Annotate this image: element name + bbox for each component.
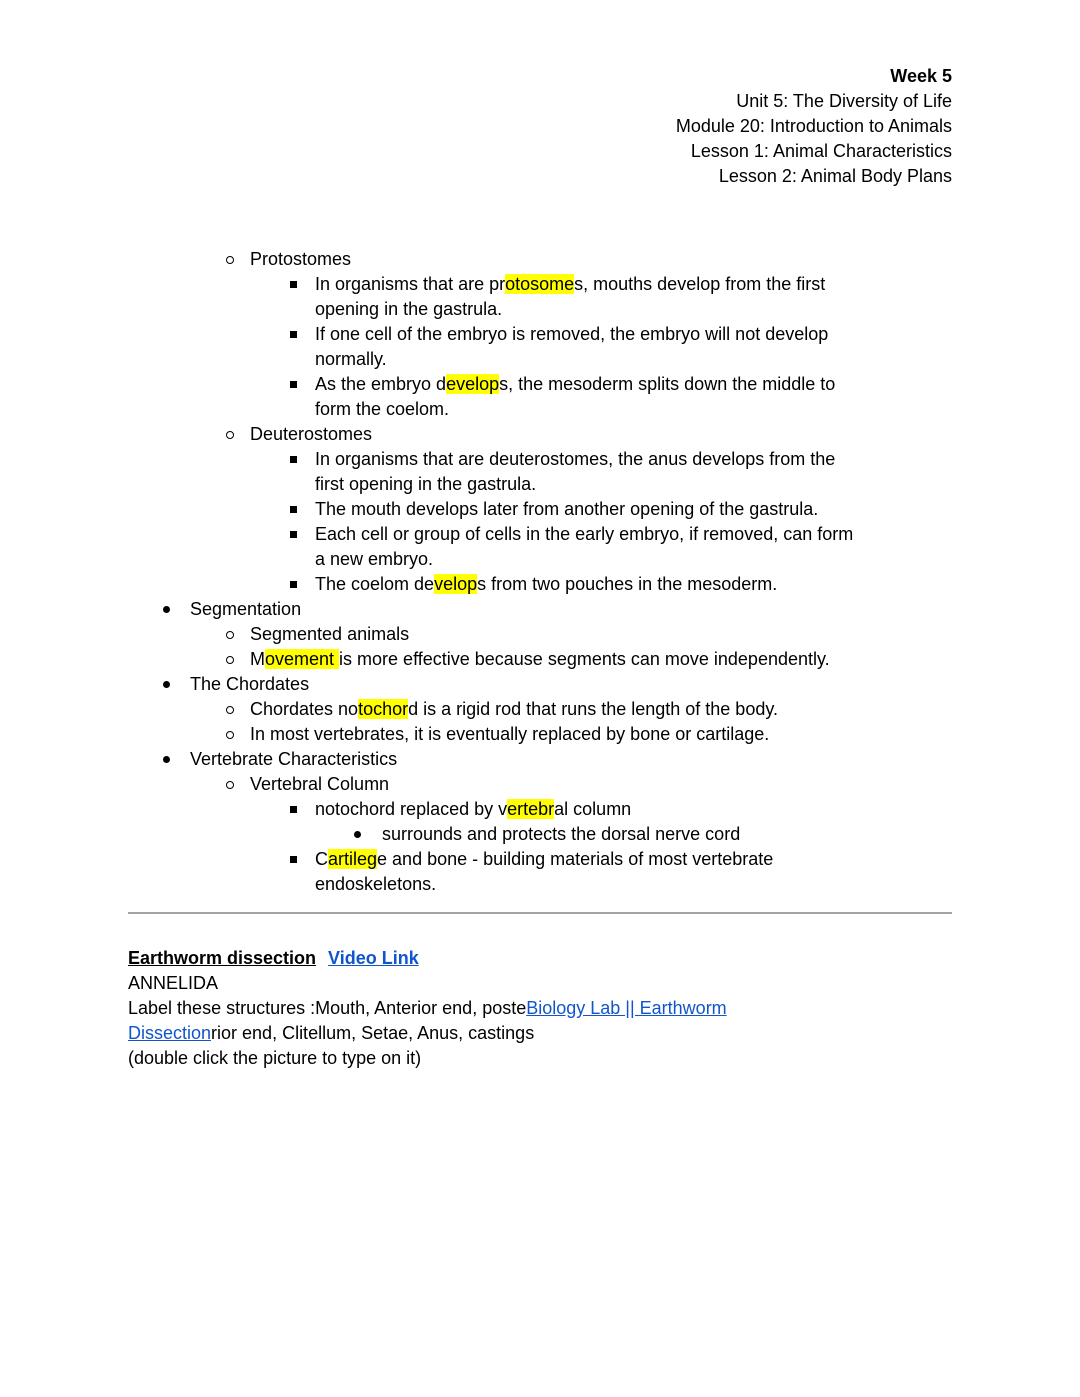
circle-bullet-icon [226, 422, 250, 439]
section-divider [128, 912, 952, 914]
section-title: Earthworm dissection [128, 948, 317, 968]
text-run: C [315, 849, 328, 869]
list-item [128, 447, 952, 497]
text-run: surrounds and protects the dorsal nerve cord [382, 824, 741, 844]
text-run: al column [554, 799, 632, 819]
text-run: In most vertebrates, it is eventually replaced by bone or cartilage. [250, 724, 770, 744]
square-bullet-icon [290, 272, 315, 288]
text-run: Segmented animals [250, 624, 410, 644]
text-run: Vertebral Column [250, 774, 390, 794]
list-item-text [250, 722, 952, 747]
list-item-text [382, 822, 952, 847]
label-paragraph [128, 996, 952, 1046]
hyperlink[interactable]: Biology Lab || Earthworm [526, 998, 727, 1018]
text-run: As the embryo d [315, 374, 447, 394]
text-run: d is a rigid rod that runs the length of the body. [408, 699, 779, 719]
list-item [128, 747, 952, 772]
list-item-text [315, 447, 952, 497]
text-run: The Chordates [190, 674, 310, 694]
list-item-text [315, 497, 952, 522]
text-run: Vertebrate Characteristics [190, 749, 398, 769]
list-item-text [250, 697, 952, 722]
square-bullet-icon [290, 572, 315, 588]
text-run: s from two pouches in the mesoderm. [477, 574, 778, 594]
square-bullet-icon [290, 797, 315, 813]
text-run: is more effective because segments can move independently. [339, 649, 830, 669]
list-item [128, 597, 952, 622]
highlighted-text: ertebr [507, 799, 555, 819]
text-run: In organisms that are pr [315, 274, 506, 294]
list-item-text [315, 322, 952, 372]
list-item [128, 772, 952, 797]
list-item-text [315, 572, 952, 597]
text-run: a new embryo. [315, 549, 434, 569]
video-link[interactable]: Video Link [328, 948, 419, 968]
text-run: Chordates no [250, 699, 359, 719]
text-run: Segmentation [190, 599, 302, 619]
text-run: notochord replaced by v [315, 799, 508, 819]
disc-bullet-icon [354, 822, 382, 838]
highlighted-text: otosome [505, 274, 575, 294]
list-item [128, 572, 952, 597]
text-run: normally. [315, 349, 387, 369]
circle-bullet-icon [226, 697, 250, 714]
highlighted-text: velop [434, 574, 478, 594]
outline-list [128, 247, 952, 897]
list-item [128, 647, 952, 672]
header-line-unit: Unit 5: The Diversity of Life [736, 91, 952, 111]
text-run: Protostomes [250, 249, 352, 269]
disc-bullet-icon [163, 672, 190, 688]
square-bullet-icon [290, 372, 315, 388]
header-line-week: Week 5 [890, 66, 952, 86]
list-item-text [315, 272, 952, 322]
highlighted-text: tochor [358, 699, 409, 719]
list-item [128, 722, 952, 747]
circle-bullet-icon [226, 722, 250, 739]
note-text: (double click the picture to type on it) [128, 1048, 422, 1068]
annelida-label: ANNELIDA [128, 973, 219, 993]
text-run: If one cell of the embryo is removed, the embryo will not develop [315, 324, 829, 344]
text-run: opening in the gastrula. [315, 299, 503, 319]
text-run: endoskeletons. [315, 874, 437, 894]
list-item-text [250, 247, 952, 272]
list-item [128, 847, 952, 897]
list-item-text [315, 797, 952, 822]
circle-bullet-icon [226, 772, 250, 789]
text-run: The coelom de [315, 574, 435, 594]
header-line-lesson1: Lesson 1: Animal Characteristics [690, 141, 952, 161]
list-item [128, 822, 952, 847]
circle-bullet-icon [226, 247, 250, 264]
circle-bullet-icon [226, 622, 250, 639]
circle-bullet-icon [226, 647, 250, 664]
list-item [128, 672, 952, 697]
doc-header [128, 64, 952, 189]
list-item-text [250, 422, 952, 447]
header-line-module: Module 20: Introduction to Animals [675, 116, 952, 136]
earthworm-section [128, 946, 952, 1071]
list-item [128, 272, 952, 322]
text-run: Label these structures :Mouth, Anterior end, poste [128, 998, 527, 1018]
list-item-text [250, 647, 952, 672]
list-item-text [315, 372, 952, 422]
list-item [128, 247, 952, 272]
document-content [128, 64, 952, 1071]
list-item [128, 497, 952, 522]
text-run: form the coelom. [315, 399, 450, 419]
text-run: The mouth develops later from another opening of the gastrula. [315, 499, 819, 519]
hyperlink[interactable]: Dissection [128, 1023, 212, 1043]
list-item-text [315, 847, 952, 897]
list-item-text [315, 522, 952, 572]
text-run: s, the mesoderm splits down the middle to [499, 374, 836, 394]
highlighted-text: ovement [265, 649, 340, 669]
text-run: first opening in the gastrula. [315, 474, 537, 494]
list-item [128, 322, 952, 372]
list-item-text [190, 672, 952, 697]
text-run: s, mouths develop from the first [574, 274, 826, 294]
square-bullet-icon [290, 447, 315, 463]
list-item [128, 522, 952, 572]
list-item [128, 697, 952, 722]
text-run: Each cell or group of cells in the early embryo, if removed, can form [315, 524, 854, 544]
disc-bullet-icon [163, 597, 190, 613]
disc-bullet-icon [163, 747, 190, 763]
text-run: In organisms that are deuterostomes, the anus develops from the [315, 449, 836, 469]
square-bullet-icon [290, 522, 315, 538]
square-bullet-icon [290, 322, 315, 338]
text-run: rior end, Clitellum, Setae, Anus, castings [211, 1023, 535, 1043]
list-item-text [250, 772, 952, 797]
list-item [128, 422, 952, 447]
list-item-text [190, 597, 952, 622]
list-item [128, 372, 952, 422]
list-item [128, 622, 952, 647]
text-run: e and bone - building materials of most vertebrate [377, 849, 774, 869]
list-item [128, 797, 952, 822]
header-line-lesson2: Lesson 2: Animal Body Plans [718, 166, 952, 186]
highlighted-text: artileg [328, 849, 378, 869]
text-run: M [250, 649, 265, 669]
list-item-text [250, 622, 952, 647]
square-bullet-icon [290, 497, 315, 513]
text-run: Deuterostomes [250, 424, 373, 444]
square-bullet-icon [290, 847, 315, 863]
section-heading [128, 946, 952, 971]
highlighted-text: evelop [446, 374, 500, 394]
list-item-text [190, 747, 952, 772]
